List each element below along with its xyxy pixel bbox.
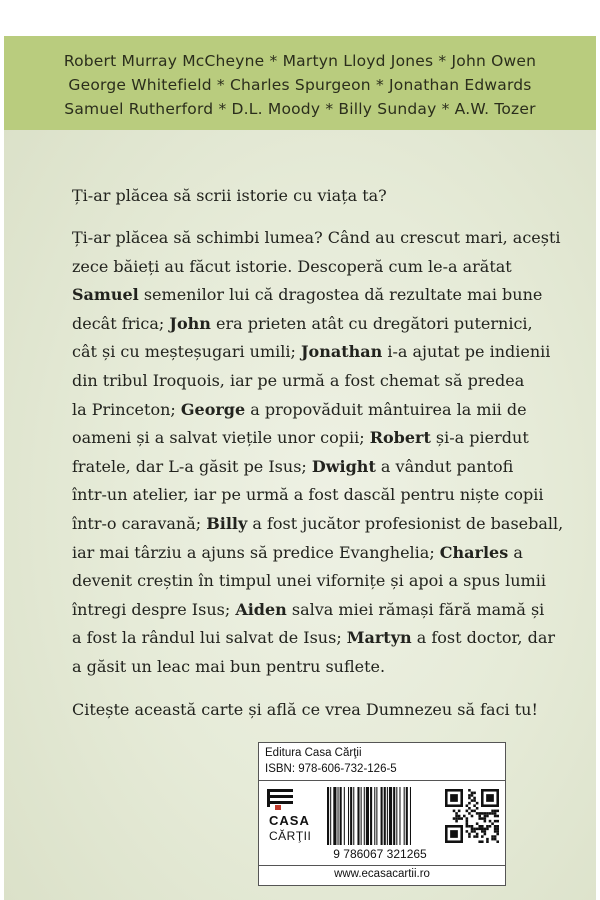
blurb-line: din tribul Iroquois, iar pe urmă a fost chemat să predea xyxy=(72,370,525,390)
name-john: John xyxy=(169,313,211,333)
blurb-text: a fost la rândul lui salvat de Isus; xyxy=(72,628,347,648)
name-samuel: Samuel xyxy=(72,285,139,305)
blurb-text: la Princeton; xyxy=(72,399,181,419)
isbn-box xyxy=(258,742,506,886)
logo-text-cartii: CĂRŢII xyxy=(269,829,312,843)
blurb-text: într-o caravană; xyxy=(72,513,207,533)
blurb-text: a vândut pantofi xyxy=(375,456,514,476)
blurb-text: i-a ajutat pe indienii xyxy=(382,342,551,362)
blurb-text: a fost doctor, dar xyxy=(411,628,556,648)
qr-code xyxy=(445,789,499,843)
publisher-logo xyxy=(265,787,315,857)
book-icon xyxy=(265,787,305,811)
blurb-line xyxy=(72,453,592,482)
barcode xyxy=(321,785,439,861)
name-billy: Billy xyxy=(206,513,248,533)
blurb-line xyxy=(72,281,592,310)
blurb-text: era prieten atât cu dregători puternici, xyxy=(210,313,533,333)
blurb-text: iar mai târziu a ajuns să predice Evanghelia; xyxy=(72,542,440,562)
name-robert: Robert xyxy=(369,428,431,448)
closing-line: Citește această carte și află ce vrea Dumnezeu să faci tu! xyxy=(72,700,538,719)
publisher-name: Editura Casa Cărţii xyxy=(265,747,362,759)
blurb-text: fratele, dar L-a găsit pe Isus; xyxy=(72,456,312,476)
name-dwight: Dwight xyxy=(311,456,376,476)
blurb-line: devenit creștin în timpul unei vifornițe și apoi a spus lumii xyxy=(72,571,546,591)
blurb-line xyxy=(72,539,592,568)
back-cover xyxy=(4,36,596,900)
blurb-line: zece băieți au făcut istorie. Descoperă cum le-a arătat xyxy=(72,256,512,276)
blurb-paragraph xyxy=(72,224,592,682)
blurb-line: a găsit un leac mai bun pentru suflete. xyxy=(72,656,386,676)
blurb-text: întregi despre Isus; xyxy=(72,599,236,619)
blurb-line xyxy=(72,624,592,653)
name-george: George xyxy=(180,399,246,419)
barcode-digits: 9 786067 321265 xyxy=(333,847,427,861)
blurb-line: Ți-ar plăcea să schimbi lumea? Când au crescut mari, acești xyxy=(72,228,561,247)
name-aiden: Aiden xyxy=(235,599,287,619)
blurb-line xyxy=(72,396,592,425)
blurb-text: cât și cu meșteșugari umili; xyxy=(72,342,301,362)
name-charles: Charles xyxy=(439,542,509,562)
blurb-line xyxy=(72,424,592,453)
blurb-text: salva miei rămași fără mamă și xyxy=(286,599,545,619)
blurb-text: a xyxy=(508,542,523,562)
divider xyxy=(259,865,505,866)
blurb-line xyxy=(72,338,592,367)
blurb-text: și-a pierdut xyxy=(430,428,529,448)
blurb-text: oameni și a salvat viețile unor copii; xyxy=(72,428,370,448)
isbn-number: ISBN: 978-606-732-126-5 xyxy=(265,763,397,775)
blurb-text: decât frica; xyxy=(72,313,170,333)
name-martyn: Martyn xyxy=(346,628,412,648)
intro-question: Ți-ar plăcea să scrii istorie cu viața ta? xyxy=(72,186,387,205)
publisher-url: www.ecasacartii.ro xyxy=(334,868,430,880)
name-jonathan: Jonathan xyxy=(300,342,383,362)
author-banner xyxy=(4,36,596,130)
blurb-line xyxy=(72,310,592,339)
banner-line: George Whitefield * Charles Spurgeon * Jonathan Edwards xyxy=(68,76,532,94)
banner-line: Robert Murray McCheyne * Martyn Lloyd Jones * John Owen xyxy=(63,52,537,70)
blurb-line xyxy=(72,596,592,625)
divider xyxy=(259,780,505,781)
logo-text-casa: CASA xyxy=(269,813,310,828)
blurb-line xyxy=(72,510,592,539)
blurb-text: a fost jucător profesionist de baseball, xyxy=(247,513,564,533)
blurb-text: semenilor lui că dragostea dă rezultate mai bune xyxy=(138,285,543,305)
blurb-line: într-un atelier, iar pe urmă a fost dascăl pentru niște copii xyxy=(72,485,544,505)
banner-line: Samuel Rutherford * D.L. Moody * Billy Sunday * A.W. Tozer xyxy=(64,100,536,118)
blurb-text: a propovăduit mântuirea la mii de xyxy=(245,399,527,419)
